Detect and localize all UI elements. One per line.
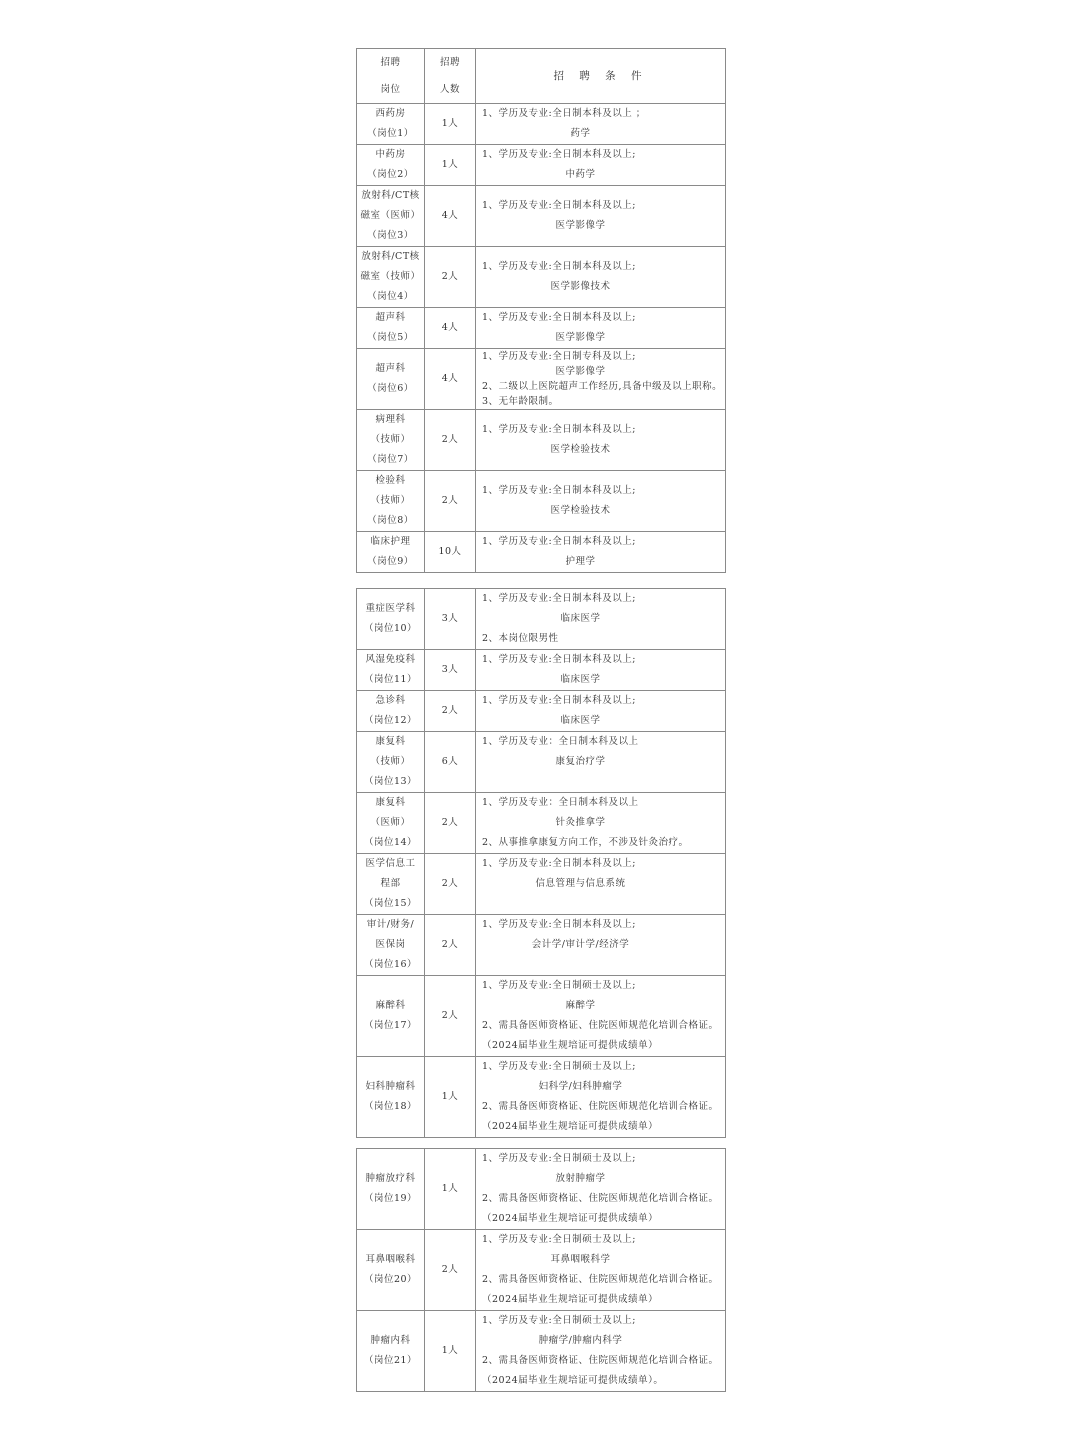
table-row	[357, 104, 726, 145]
headcount-cell: 2人	[425, 793, 476, 854]
required-major: 医学影像学	[555, 332, 606, 343]
headcount-cell: 2人	[425, 471, 476, 532]
headcount-cell: 2人	[425, 854, 476, 915]
table-row	[357, 589, 726, 650]
condition-line: 1、学历及专业:全日制本科及以上;	[482, 919, 636, 930]
position-name-line: （岗位5）	[367, 332, 414, 343]
conditions-cell	[476, 976, 726, 1057]
conditions-cell	[476, 349, 726, 410]
position-cell	[357, 104, 425, 145]
position-name-line: （岗位9）	[367, 556, 414, 567]
table-row	[357, 1311, 726, 1392]
position-cell	[357, 308, 425, 349]
required-major: 康复治疗学	[555, 756, 606, 767]
table-row	[357, 1149, 726, 1230]
required-major: 临床医学	[560, 613, 601, 624]
required-major: 会计学/审计学/经济学	[531, 939, 630, 950]
required-major: 放射肿瘤学	[555, 1173, 606, 1184]
conditions-cell	[476, 410, 726, 471]
table-row	[357, 186, 726, 247]
conditions-cell	[476, 247, 726, 308]
headcount-cell: 1人	[425, 1057, 476, 1138]
condition-line: 1、学历及专业:全日制本科及以上;	[482, 424, 636, 435]
condition-line: 1、学历及专业：全日制本科及以上	[482, 736, 639, 747]
condition-line	[476, 894, 725, 914]
condition-line: （2024届毕业生规培证可提供成绩单）	[482, 1121, 659, 1132]
condition-line	[476, 955, 725, 975]
table-header-row	[357, 49, 726, 104]
position-name-line: 中药房	[375, 149, 406, 160]
position-cell	[357, 915, 425, 976]
required-major: 医学检验技术	[550, 444, 611, 455]
recruitment-table-part-1	[356, 48, 726, 573]
condition-line: 2、需具备医师资格证、住院医师规范化培训合格证。	[482, 1274, 719, 1285]
position-name-line: 重症医学科	[365, 603, 416, 614]
position-name-line: 程部	[380, 878, 401, 889]
position-name-line: 肿瘤内科	[370, 1335, 411, 1346]
header-position-line1: 招聘	[380, 57, 401, 68]
position-cell	[357, 976, 425, 1057]
required-major: 信息管理与信息系统	[535, 878, 626, 889]
condition-line: （2024届毕业生规培证可提供成绩单）	[482, 1294, 659, 1305]
condition-line: 2、需具备医师资格证、住院医师规范化培训合格证。	[482, 1101, 719, 1112]
position-name-line: 磁室（技师）	[360, 271, 421, 282]
conditions-cell	[476, 915, 726, 976]
table-row	[357, 145, 726, 186]
required-major: 医学影像学	[555, 220, 606, 231]
headcount-cell: 1人	[425, 145, 476, 186]
position-name-line: （岗位16）	[363, 959, 418, 970]
condition-line: 3、无年龄限制。	[482, 396, 559, 407]
condition-line: 1、学历及专业:全日制本科及以上;	[482, 149, 636, 160]
condition-line: （2024届毕业生规培证可提供成绩单）	[482, 1040, 659, 1051]
condition-line: 1、学历及专业:全日制硕士及以上;	[482, 1315, 636, 1326]
conditions-cell	[476, 1149, 726, 1230]
position-name-line: （岗位8）	[367, 515, 414, 526]
headcount-cell: 2人	[425, 691, 476, 732]
required-major: 医学影像技术	[550, 281, 611, 292]
conditions-cell	[476, 589, 726, 650]
position-name-line: 磁室（医师）	[360, 210, 421, 221]
header-count-line2: 人数	[439, 84, 460, 95]
position-name-line: 临床护理	[370, 536, 411, 547]
position-name-line: （岗位17）	[363, 1020, 418, 1031]
position-name-line: （岗位4）	[367, 291, 414, 302]
condition-line	[476, 772, 725, 792]
required-major: 肿瘤学/肿瘤内科学	[538, 1335, 623, 1346]
position-name-line: 西药房	[375, 108, 406, 119]
position-cell	[357, 1057, 425, 1138]
position-name-line: （岗位2）	[367, 169, 414, 180]
position-name-line: （岗位19）	[363, 1193, 418, 1204]
condition-line: 1、学历及专业:全日制专科及以上;	[482, 351, 636, 362]
condition-line: 2、本岗位限男性	[482, 633, 559, 644]
position-name-line: （岗位12）	[363, 715, 418, 726]
table-row	[357, 532, 726, 573]
header-position	[357, 49, 425, 104]
headcount-cell: 2人	[425, 410, 476, 471]
table-row	[357, 732, 726, 793]
conditions-cell	[476, 732, 726, 793]
required-major: 麻醉学	[565, 1000, 596, 1011]
headcount-cell: 6人	[425, 732, 476, 793]
position-cell	[357, 854, 425, 915]
position-name-line: （技师）	[370, 434, 411, 445]
condition-line: 1、学历及专业：全日制本科及以上	[482, 797, 639, 808]
header-count-line1: 招聘	[439, 57, 460, 68]
position-name-line: 审计/财务/	[366, 919, 415, 930]
position-cell	[357, 691, 425, 732]
position-name-line: （岗位21）	[363, 1355, 418, 1366]
conditions-cell	[476, 793, 726, 854]
position-name-line: （岗位7）	[367, 454, 414, 465]
position-cell	[357, 247, 425, 308]
required-major: 耳鼻咽喉科学	[550, 1254, 611, 1265]
position-name-line: 康复科	[375, 736, 406, 747]
conditions-cell	[476, 104, 726, 145]
condition-line: 1、学历及专业:全日制本科及以上;	[482, 593, 636, 604]
condition-line: 2、需具备医师资格证、住院医师规范化培训合格证。	[482, 1020, 719, 1031]
position-cell	[357, 186, 425, 247]
position-cell	[357, 471, 425, 532]
required-major: 针灸推拿学	[555, 817, 606, 828]
table-row	[357, 471, 726, 532]
table-row	[357, 308, 726, 349]
condition-line: 1、学历及专业:全日制本科及以上;	[482, 695, 636, 706]
position-name-line: 急诊科	[375, 695, 406, 706]
table-row	[357, 976, 726, 1057]
required-major: 妇科学/妇科肿瘤学	[538, 1081, 623, 1092]
conditions-cell	[476, 1057, 726, 1138]
position-name-line: 康复科	[375, 797, 406, 808]
condition-line: 2、需具备医师资格证、住院医师规范化培训合格证。	[482, 1193, 719, 1204]
position-name-line: 医保岗	[375, 939, 406, 950]
position-name-line: （岗位3）	[367, 230, 414, 241]
header-count	[425, 49, 476, 104]
headcount-cell: 2人	[425, 1230, 476, 1311]
conditions-cell	[476, 650, 726, 691]
position-name-line: 超声科	[375, 363, 406, 374]
position-name-line: 麻醉科	[375, 1000, 406, 1011]
position-name-line: 肿瘤放疗科	[365, 1173, 416, 1184]
conditions-cell	[476, 145, 726, 186]
position-name-line: （岗位1）	[367, 128, 414, 139]
position-cell	[357, 650, 425, 691]
conditions-cell	[476, 691, 726, 732]
table-row	[357, 410, 726, 471]
position-name-line: （岗位13）	[363, 776, 418, 787]
header-position-line2: 岗位	[380, 84, 401, 95]
headcount-cell: 2人	[425, 247, 476, 308]
required-major: 临床医学	[560, 674, 601, 685]
condition-line: 1、学历及专业:全日制本科及以上 ；	[482, 108, 646, 119]
condition-line: 1、学历及专业:全日制本科及以上;	[482, 536, 636, 547]
condition-line: 2、需具备医师资格证、住院医师规范化培训合格证。	[482, 1355, 719, 1366]
position-cell	[357, 145, 425, 186]
headcount-cell: 4人	[425, 349, 476, 410]
position-name-line: （技师）	[370, 756, 411, 767]
position-name-line: （岗位18）	[363, 1101, 418, 1112]
position-name-line: 病理科	[375, 414, 406, 425]
position-cell	[357, 732, 425, 793]
headcount-cell: 4人	[425, 308, 476, 349]
position-cell	[357, 793, 425, 854]
position-name-line: （医师）	[370, 817, 411, 828]
headcount-cell: 4人	[425, 186, 476, 247]
table-row	[357, 854, 726, 915]
position-name-line: 妇科肿瘤科	[365, 1081, 416, 1092]
position-cell	[357, 349, 425, 410]
headcount-cell: 3人	[425, 589, 476, 650]
conditions-cell	[476, 854, 726, 915]
condition-line: 1、学历及专业:全日制硕士及以上;	[482, 1153, 636, 1164]
condition-line: 1、学历及专业:全日制硕士及以上;	[482, 1061, 636, 1072]
position-cell	[357, 1230, 425, 1311]
position-cell	[357, 589, 425, 650]
table-row	[357, 915, 726, 976]
recruitment-table-part-2	[356, 588, 726, 1138]
condition-line: 1、学历及专业:全日制本科及以上;	[482, 654, 636, 665]
condition-line: 1、学历及专业:全日制硕士及以上;	[482, 980, 636, 991]
required-major: 中药学	[565, 169, 596, 180]
conditions-cell	[476, 186, 726, 247]
position-name-line: 风湿免疫科	[365, 654, 416, 665]
required-major: 临床医学	[560, 715, 601, 726]
table-row	[357, 247, 726, 308]
header-conditions: 招 聘 条 件	[476, 49, 726, 104]
condition-line: 1、学历及专业:全日制本科及以上;	[482, 485, 636, 496]
headcount-cell: 1人	[425, 104, 476, 145]
required-major: 医学检验技术	[550, 505, 611, 516]
position-name-line: 放射科/CT核	[361, 190, 420, 201]
position-name-line: （岗位10）	[363, 623, 418, 634]
position-name-line: （岗位14）	[363, 837, 418, 848]
position-name-line: （岗位20）	[363, 1274, 418, 1285]
condition-line: （2024届毕业生规培证可提供成绩单）。	[482, 1375, 664, 1386]
condition-line: 1、学历及专业:全日制本科及以上;	[482, 200, 636, 211]
headcount-cell: 1人	[425, 1311, 476, 1392]
conditions-cell	[476, 1230, 726, 1311]
condition-line: 1、学历及专业:全日制硕士及以上;	[482, 1234, 636, 1245]
recruitment-table-part-3	[356, 1148, 726, 1392]
headcount-cell: 3人	[425, 650, 476, 691]
required-major: 护理学	[565, 556, 596, 567]
conditions-cell	[476, 1311, 726, 1392]
position-name-line: 超声科	[375, 312, 406, 323]
required-major: 医学影像学	[555, 366, 606, 377]
headcount-cell: 2人	[425, 915, 476, 976]
table-row	[357, 691, 726, 732]
table-row	[357, 793, 726, 854]
position-name-line: （岗位15）	[363, 898, 418, 909]
position-cell	[357, 410, 425, 471]
conditions-cell	[476, 308, 726, 349]
table-row	[357, 650, 726, 691]
position-cell	[357, 532, 425, 573]
position-name-line: 医学信息工	[365, 858, 416, 869]
position-name-line: （岗位6）	[367, 383, 414, 394]
position-name-line: 放射科/CT核	[361, 251, 420, 262]
position-cell	[357, 1311, 425, 1392]
position-cell	[357, 1149, 425, 1230]
headcount-cell: 10人	[425, 532, 476, 573]
table-row	[357, 1230, 726, 1311]
position-name-line: （岗位11）	[363, 674, 418, 685]
condition-line: 1、学历及专业:全日制本科及以上;	[482, 312, 636, 323]
headcount-cell: 2人	[425, 976, 476, 1057]
position-name-line: 检验科	[375, 475, 406, 486]
condition-line: （2024届毕业生规培证可提供成绩单）	[482, 1213, 659, 1224]
condition-line: 1、学历及专业:全日制本科及以上;	[482, 261, 636, 272]
required-major: 药学	[570, 128, 591, 139]
condition-line: 2、二级以上医院超声工作经历,具备中级及以上职称。	[482, 381, 723, 392]
table-row	[357, 349, 726, 410]
table-row	[357, 1057, 726, 1138]
condition-line: 2、从事推拿康复方向工作，不涉及针灸治疗。	[482, 837, 689, 848]
conditions-cell	[476, 532, 726, 573]
position-name-line: 耳鼻咽喉科	[365, 1254, 416, 1265]
position-name-line: （技师）	[370, 495, 411, 506]
headcount-cell: 1人	[425, 1149, 476, 1230]
condition-line: 1、学历及专业:全日制本科及以上;	[482, 858, 636, 869]
conditions-cell	[476, 471, 726, 532]
